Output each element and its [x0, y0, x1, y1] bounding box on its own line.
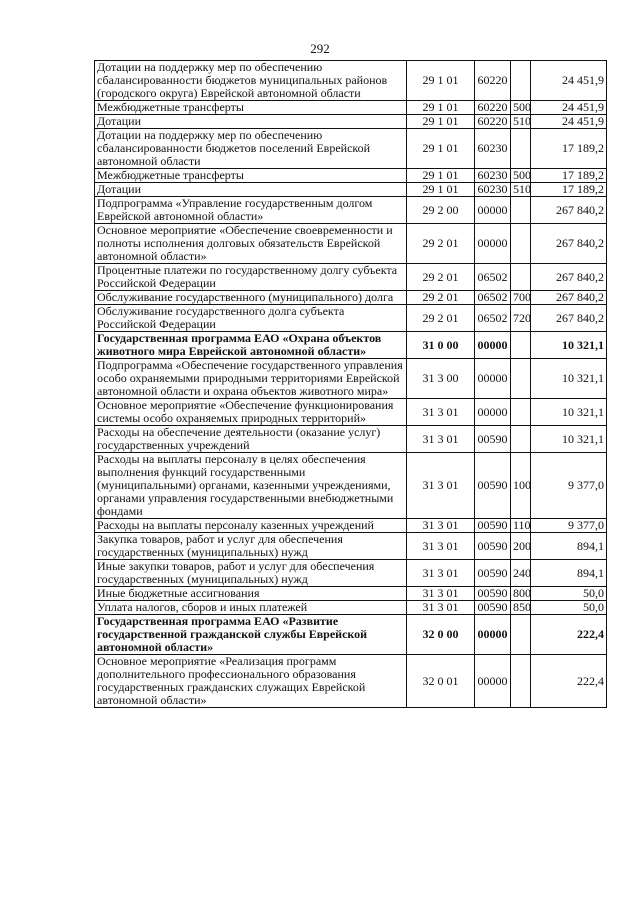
row-program-code-cell: 29 1 01: [407, 115, 475, 129]
row-expense-code-cell: 00590: [475, 426, 511, 453]
row-expense-type-cell: [511, 426, 531, 453]
row-expense-code-cell: 00000: [475, 655, 511, 708]
table-row: [95, 264, 607, 291]
table-row: [95, 560, 607, 587]
table-row: [95, 291, 607, 305]
row-expense-code-cell: 00000: [475, 399, 511, 426]
row-program-code-cell: 31 3 01: [407, 601, 475, 615]
row-expense-code-cell: 00000: [475, 332, 511, 359]
row-amount-cell: 267 840,2: [531, 291, 607, 305]
row-program-code-cell: 29 1 01: [407, 169, 475, 183]
row-name-cell: Процентные платежи по государственному долгу субъекта Российской Федерации: [95, 264, 407, 291]
row-name-cell: Иные бюджетные ассигнования: [95, 587, 407, 601]
table-row: [95, 183, 607, 197]
row-amount-cell: 50,0: [531, 601, 607, 615]
row-name-cell: Государственная программа ЕАО «Охрана объектов животного мира Еврейской автономной области»: [95, 332, 407, 359]
table-row: [95, 115, 607, 129]
row-expense-type-cell: [511, 332, 531, 359]
row-program-code-cell: 31 0 00: [407, 332, 475, 359]
row-program-code-cell: 29 1 01: [407, 183, 475, 197]
row-expense-type-cell: [511, 264, 531, 291]
row-expense-code-cell: 06502: [475, 291, 511, 305]
table-row: [95, 359, 607, 399]
row-expense-type-cell: 510: [511, 183, 531, 197]
row-expense-type-cell: 800: [511, 587, 531, 601]
table-row: [95, 587, 607, 601]
row-expense-code-cell: 00590: [475, 587, 511, 601]
row-expense-code-cell: 00000: [475, 224, 511, 264]
row-name-cell: Расходы на выплаты персоналу в целях обеспечения выполнения функций государственными (муниципальными) органами, казенными учреждениями, органами управления государственными внебюджетными фондами: [95, 453, 407, 519]
row-program-code-cell: 31 3 01: [407, 519, 475, 533]
row-expense-type-cell: [511, 197, 531, 224]
row-name-cell: Основное мероприятие «Обеспечение функционирования системы особо охраняемых природных территорий»: [95, 399, 407, 426]
row-name-cell: Подпрограмма «Обеспечение государственного управления особо охраняемыми природными территориями Еврейской автономной области и охрана объектов животного мира»: [95, 359, 407, 399]
row-expense-type-cell: [511, 61, 531, 101]
row-expense-type-cell: 100: [511, 453, 531, 519]
row-amount-cell: 9 377,0: [531, 519, 607, 533]
row-expense-type-cell: 500: [511, 101, 531, 115]
table-row: [95, 129, 607, 169]
row-expense-type-cell: [511, 359, 531, 399]
row-program-code-cell: 29 2 01: [407, 305, 475, 332]
row-amount-cell: 10 321,1: [531, 359, 607, 399]
row-name-cell: Обслуживание государственного (муниципального) долга: [95, 291, 407, 305]
row-amount-cell: 267 840,2: [531, 197, 607, 224]
row-program-code-cell: 29 1 01: [407, 101, 475, 115]
row-name-cell: Подпрограмма «Управление государственным долгом Еврейской автономной области»: [95, 197, 407, 224]
row-amount-cell: 24 451,9: [531, 101, 607, 115]
row-name-cell: Межбюджетные трансферты: [95, 169, 407, 183]
row-amount-cell: 894,1: [531, 560, 607, 587]
row-program-code-cell: 31 3 01: [407, 560, 475, 587]
row-expense-code-cell: 60220: [475, 101, 511, 115]
row-expense-type-cell: 720: [511, 305, 531, 332]
row-amount-cell: 24 451,9: [531, 115, 607, 129]
row-amount-cell: 24 451,9: [531, 61, 607, 101]
table-row: [95, 332, 607, 359]
row-name-cell: Дотации: [95, 183, 407, 197]
row-expense-type-cell: [511, 224, 531, 264]
row-amount-cell: 10 321,1: [531, 426, 607, 453]
table-row: [95, 399, 607, 426]
row-expense-type-cell: [511, 615, 531, 655]
row-name-cell: Государственная программа ЕАО «Развитие государственной гражданской службы Еврейской автономной области»: [95, 615, 407, 655]
row-expense-code-cell: 00000: [475, 615, 511, 655]
row-program-code-cell: 31 3 00: [407, 359, 475, 399]
row-program-code-cell: 29 2 01: [407, 224, 475, 264]
row-name-cell: Обслуживание государственного долга субъекта Российской Федерации: [95, 305, 407, 332]
row-expense-code-cell: 60220: [475, 115, 511, 129]
row-name-cell: Расходы на выплаты персоналу казенных учреждений: [95, 519, 407, 533]
table-row: [95, 655, 607, 708]
row-amount-cell: 10 321,1: [531, 399, 607, 426]
row-program-code-cell: 31 3 01: [407, 426, 475, 453]
row-amount-cell: 10 321,1: [531, 332, 607, 359]
row-expense-code-cell: 00590: [475, 519, 511, 533]
row-program-code-cell: 32 0 00: [407, 615, 475, 655]
row-expense-code-cell: 00000: [475, 197, 511, 224]
row-expense-code-cell: 06502: [475, 264, 511, 291]
row-expense-type-cell: 850: [511, 601, 531, 615]
table-row: [95, 101, 607, 115]
row-expense-code-cell: 60220: [475, 61, 511, 101]
row-amount-cell: 9 377,0: [531, 453, 607, 519]
row-program-code-cell: 31 3 01: [407, 453, 475, 519]
table-row: [95, 224, 607, 264]
row-expense-code-cell: 60230: [475, 183, 511, 197]
table-row: [95, 305, 607, 332]
row-amount-cell: 17 189,2: [531, 183, 607, 197]
row-name-cell: Дотации: [95, 115, 407, 129]
row-name-cell: Основное мероприятие «Реализация программ дополнительного профессионального образования государственных гражданских служащих Еврейской автономной области»: [95, 655, 407, 708]
row-name-cell: Иные закупки товаров, работ и услуг для обеспечения государственных (муниципальных) нужд: [95, 560, 407, 587]
table-row: [95, 169, 607, 183]
row-expense-type-cell: [511, 655, 531, 708]
row-expense-code-cell: 00590: [475, 601, 511, 615]
row-program-code-cell: 31 3 01: [407, 587, 475, 601]
row-amount-cell: 17 189,2: [531, 169, 607, 183]
row-amount-cell: 267 840,2: [531, 264, 607, 291]
row-expense-type-cell: [511, 129, 531, 169]
row-program-code-cell: 29 2 01: [407, 291, 475, 305]
row-expense-code-cell: 06502: [475, 305, 511, 332]
row-expense-type-cell: [511, 399, 531, 426]
row-expense-type-cell: 500: [511, 169, 531, 183]
row-amount-cell: 267 840,2: [531, 305, 607, 332]
row-program-code-cell: 31 3 01: [407, 533, 475, 560]
budget-table: [94, 60, 607, 708]
row-program-code-cell: 29 2 00: [407, 197, 475, 224]
table-row: [95, 197, 607, 224]
row-expense-type-cell: 200: [511, 533, 531, 560]
row-expense-code-cell: 00590: [475, 453, 511, 519]
row-expense-code-cell: 60230: [475, 129, 511, 169]
row-program-code-cell: 29 1 01: [407, 61, 475, 101]
table-row: [95, 601, 607, 615]
row-name-cell: Расходы на обеспечение деятельности (оказание услуг) государственных учреждений: [95, 426, 407, 453]
row-expense-type-cell: 110: [511, 519, 531, 533]
row-amount-cell: 267 840,2: [531, 224, 607, 264]
row-program-code-cell: 32 0 01: [407, 655, 475, 708]
row-expense-code-cell: 00590: [475, 560, 511, 587]
row-program-code-cell: 31 3 01: [407, 399, 475, 426]
row-expense-code-cell: 60230: [475, 169, 511, 183]
budget-table-body: [95, 61, 607, 708]
table-row: [95, 533, 607, 560]
row-amount-cell: 222,4: [531, 615, 607, 655]
row-name-cell: Основное мероприятие «Обеспечение своевременности и полноты исполнения долговых обязательств Еврейской автономной области»: [95, 224, 407, 264]
row-name-cell: Закупка товаров, работ и услуг для обеспечения государственных (муниципальных) нужд: [95, 533, 407, 560]
page-number: 292: [310, 41, 330, 56]
row-amount-cell: 894,1: [531, 533, 607, 560]
row-amount-cell: 17 189,2: [531, 129, 607, 169]
row-expense-type-cell: 510: [511, 115, 531, 129]
table-row: [95, 519, 607, 533]
row-expense-code-cell: 00000: [475, 359, 511, 399]
row-expense-type-cell: 700: [511, 291, 531, 305]
row-expense-code-cell: 00590: [475, 533, 511, 560]
row-name-cell: Дотации на поддержку мер по обеспечению сбалансированности бюджетов поселений Еврейской автономной области: [95, 129, 407, 169]
table-row: [95, 453, 607, 519]
row-expense-type-cell: 240: [511, 560, 531, 587]
row-name-cell: Дотации на поддержку мер по обеспечению сбалансированности бюджетов муниципальных районов (городского округа) Еврейской автономной области: [95, 61, 407, 101]
row-amount-cell: 222,4: [531, 655, 607, 708]
table-row: [95, 61, 607, 101]
table-row: [95, 426, 607, 453]
row-name-cell: Межбюджетные трансферты: [95, 101, 407, 115]
table-row: [95, 615, 607, 655]
row-amount-cell: 50,0: [531, 587, 607, 601]
row-program-code-cell: 29 1 01: [407, 129, 475, 169]
row-name-cell: Уплата налогов, сборов и иных платежей: [95, 601, 407, 615]
row-program-code-cell: 29 2 01: [407, 264, 475, 291]
